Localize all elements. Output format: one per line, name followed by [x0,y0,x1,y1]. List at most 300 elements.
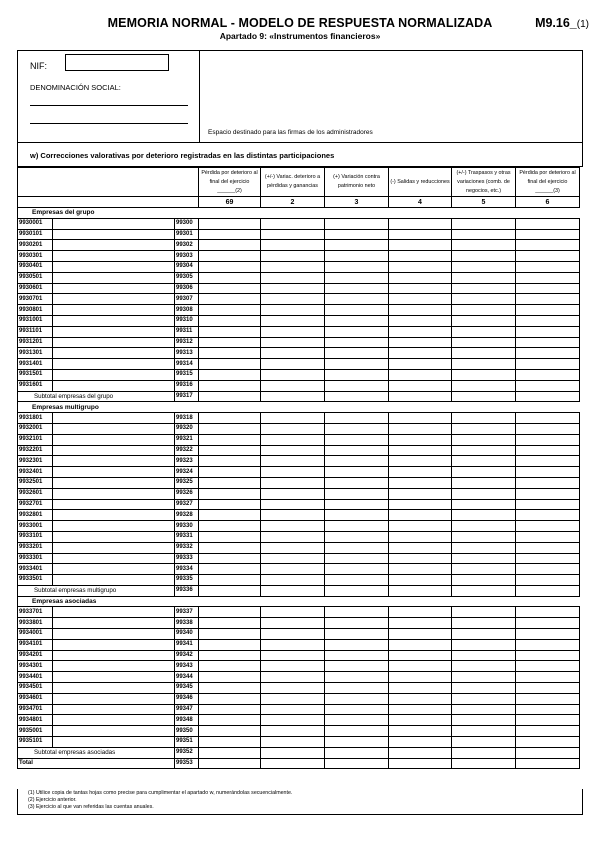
row-input-col-4[interactable] [389,251,452,262]
row-input-col-1[interactable] [199,229,261,240]
row-input-col-4[interactable] [389,564,452,575]
row-input-col-3[interactable] [325,726,389,737]
row-input-col-5[interactable] [452,283,516,294]
row-input-col-3[interactable] [325,305,389,316]
row-input-col-2[interactable] [261,369,325,380]
row-input-col-2[interactable] [261,542,325,553]
row-input-col-4[interactable] [389,423,452,434]
row-input-col-5[interactable] [452,726,516,737]
row-input-col-6[interactable] [516,704,580,715]
row-input-col-1[interactable] [199,283,261,294]
row-input-col-1[interactable] [199,715,261,726]
row-input-col-4[interactable] [389,380,452,391]
row-input-col-2[interactable] [261,326,325,337]
row-input-col-2[interactable] [261,531,325,542]
row-input-col-2[interactable] [261,510,325,521]
subtotal-input-col-5[interactable] [452,585,516,596]
row-company-name-field[interactable] [53,510,175,521]
row-input-col-6[interactable] [516,369,580,380]
row-input-col-3[interactable] [325,639,389,650]
row-input-col-2[interactable] [261,229,325,240]
row-input-col-6[interactable] [516,337,580,348]
total-input-col-2[interactable] [261,758,325,769]
row-input-col-1[interactable] [199,488,261,499]
row-input-col-1[interactable] [199,272,261,283]
row-input-col-6[interactable] [516,629,580,640]
row-input-col-6[interactable] [516,639,580,650]
row-company-name-field[interactable] [53,337,175,348]
row-input-col-1[interactable] [199,650,261,661]
row-input-col-6[interactable] [516,445,580,456]
row-input-col-6[interactable] [516,434,580,445]
row-input-col-1[interactable] [199,369,261,380]
row-input-col-5[interactable] [452,737,516,748]
row-input-col-1[interactable] [199,326,261,337]
row-input-col-4[interactable] [389,261,452,272]
row-input-col-3[interactable] [325,575,389,586]
row-input-col-4[interactable] [389,542,452,553]
row-input-col-1[interactable] [199,607,261,618]
row-input-col-6[interactable] [516,380,580,391]
row-input-col-4[interactable] [389,413,452,424]
row-input-col-6[interactable] [516,510,580,521]
row-input-col-2[interactable] [261,693,325,704]
row-input-col-1[interactable] [199,726,261,737]
row-company-name-field[interactable] [53,477,175,488]
row-input-col-3[interactable] [325,542,389,553]
row-input-col-2[interactable] [261,305,325,316]
row-input-col-4[interactable] [389,704,452,715]
row-input-col-2[interactable] [261,380,325,391]
row-input-col-3[interactable] [325,477,389,488]
row-input-col-3[interactable] [325,618,389,629]
row-input-col-4[interactable] [389,326,452,337]
subtotal-input-col-6[interactable] [516,585,580,596]
row-input-col-5[interactable] [452,326,516,337]
row-input-col-2[interactable] [261,477,325,488]
row-company-name-field[interactable] [53,294,175,305]
row-input-col-5[interactable] [452,575,516,586]
row-input-col-2[interactable] [261,553,325,564]
row-input-col-3[interactable] [325,348,389,359]
row-input-col-6[interactable] [516,650,580,661]
row-input-col-3[interactable] [325,650,389,661]
row-input-col-6[interactable] [516,326,580,337]
row-input-col-4[interactable] [389,315,452,326]
subtotal-input-col-5[interactable] [452,391,516,402]
row-input-col-1[interactable] [199,737,261,748]
row-input-col-3[interactable] [325,672,389,683]
subtotal-input-col-1[interactable] [199,747,261,758]
row-input-col-6[interactable] [516,315,580,326]
row-input-col-2[interactable] [261,240,325,251]
row-input-col-3[interactable] [325,337,389,348]
row-input-col-6[interactable] [516,531,580,542]
row-input-col-5[interactable] [452,456,516,467]
row-input-col-3[interactable] [325,434,389,445]
row-input-col-3[interactable] [325,380,389,391]
row-company-name-field[interactable] [53,380,175,391]
row-input-col-4[interactable] [389,521,452,532]
row-input-col-4[interactable] [389,575,452,586]
row-input-col-5[interactable] [452,693,516,704]
row-input-col-1[interactable] [199,683,261,694]
row-input-col-5[interactable] [452,521,516,532]
row-company-name-field[interactable] [53,553,175,564]
row-input-col-4[interactable] [389,661,452,672]
row-input-col-5[interactable] [452,380,516,391]
row-input-col-2[interactable] [261,434,325,445]
row-input-col-6[interactable] [516,456,580,467]
subtotal-input-col-5[interactable] [452,747,516,758]
row-input-col-4[interactable] [389,294,452,305]
row-input-col-1[interactable] [199,467,261,478]
row-company-name-field[interactable] [53,261,175,272]
row-input-col-6[interactable] [516,553,580,564]
row-input-col-6[interactable] [516,240,580,251]
row-input-col-5[interactable] [452,629,516,640]
row-input-col-1[interactable] [199,240,261,251]
row-input-col-5[interactable] [452,499,516,510]
row-input-col-1[interactable] [199,261,261,272]
row-input-col-5[interactable] [452,639,516,650]
row-input-col-1[interactable] [199,510,261,521]
row-input-col-6[interactable] [516,575,580,586]
row-input-col-5[interactable] [452,434,516,445]
row-input-col-1[interactable] [199,337,261,348]
row-input-col-4[interactable] [389,683,452,694]
total-input-col-3[interactable] [325,758,389,769]
row-input-col-6[interactable] [516,348,580,359]
row-input-col-1[interactable] [199,575,261,586]
row-input-col-5[interactable] [452,510,516,521]
denominacion-line-2[interactable] [30,123,188,124]
row-input-col-2[interactable] [261,683,325,694]
subtotal-input-col-3[interactable] [325,747,389,758]
row-input-col-5[interactable] [452,305,516,316]
row-input-col-3[interactable] [325,499,389,510]
row-input-col-6[interactable] [516,607,580,618]
row-input-col-4[interactable] [389,434,452,445]
row-input-col-3[interactable] [325,261,389,272]
row-input-col-3[interactable] [325,272,389,283]
subtotal-input-col-4[interactable] [389,747,452,758]
row-company-name-field[interactable] [53,531,175,542]
row-input-col-3[interactable] [325,229,389,240]
row-input-col-6[interactable] [516,229,580,240]
row-input-col-1[interactable] [199,445,261,456]
row-input-col-3[interactable] [325,251,389,262]
row-company-name-field[interactable] [53,456,175,467]
row-input-col-5[interactable] [452,488,516,499]
row-input-col-4[interactable] [389,456,452,467]
row-company-name-field[interactable] [53,240,175,251]
row-input-col-6[interactable] [516,661,580,672]
row-company-name-field[interactable] [53,650,175,661]
subtotal-input-col-3[interactable] [325,585,389,596]
row-input-col-2[interactable] [261,467,325,478]
row-input-col-2[interactable] [261,726,325,737]
row-input-col-1[interactable] [199,618,261,629]
row-input-col-6[interactable] [516,477,580,488]
row-input-col-5[interactable] [452,607,516,618]
row-input-col-1[interactable] [199,531,261,542]
row-input-col-3[interactable] [325,413,389,424]
row-input-col-5[interactable] [452,477,516,488]
row-input-col-4[interactable] [389,348,452,359]
row-input-col-5[interactable] [452,229,516,240]
row-input-col-1[interactable] [199,629,261,640]
row-company-name-field[interactable] [53,305,175,316]
row-input-col-2[interactable] [261,499,325,510]
row-input-col-5[interactable] [452,553,516,564]
row-company-name-field[interactable] [53,359,175,370]
row-company-name-field[interactable] [53,488,175,499]
row-input-col-5[interactable] [452,467,516,478]
row-input-col-4[interactable] [389,553,452,564]
row-input-col-5[interactable] [452,251,516,262]
row-company-name-field[interactable] [53,704,175,715]
row-input-col-6[interactable] [516,521,580,532]
row-company-name-field[interactable] [53,629,175,640]
row-input-col-2[interactable] [261,348,325,359]
subtotal-input-col-2[interactable] [261,585,325,596]
row-company-name-field[interactable] [53,315,175,326]
row-input-col-6[interactable] [516,726,580,737]
subtotal-input-col-4[interactable] [389,391,452,402]
row-input-col-2[interactable] [261,639,325,650]
row-input-col-1[interactable] [199,218,261,229]
row-input-col-6[interactable] [516,672,580,683]
row-input-col-5[interactable] [452,294,516,305]
row-input-col-5[interactable] [452,704,516,715]
row-input-col-4[interactable] [389,229,452,240]
row-input-col-3[interactable] [325,369,389,380]
row-input-col-5[interactable] [452,661,516,672]
row-company-name-field[interactable] [53,726,175,737]
row-input-col-5[interactable] [452,650,516,661]
row-input-col-1[interactable] [199,413,261,424]
row-input-col-4[interactable] [389,488,452,499]
row-input-col-6[interactable] [516,693,580,704]
subtotal-input-col-4[interactable] [389,585,452,596]
subtotal-input-col-1[interactable] [199,585,261,596]
row-company-name-field[interactable] [53,618,175,629]
row-input-col-1[interactable] [199,380,261,391]
row-input-col-4[interactable] [389,218,452,229]
row-input-col-2[interactable] [261,607,325,618]
row-company-name-field[interactable] [53,737,175,748]
row-input-col-1[interactable] [199,521,261,532]
row-input-col-3[interactable] [325,521,389,532]
row-input-col-3[interactable] [325,467,389,478]
row-input-col-2[interactable] [261,618,325,629]
row-company-name-field[interactable] [53,661,175,672]
row-input-col-6[interactable] [516,283,580,294]
row-input-col-4[interactable] [389,337,452,348]
row-input-col-1[interactable] [199,704,261,715]
row-input-col-4[interactable] [389,272,452,283]
row-input-col-5[interactable] [452,218,516,229]
row-input-col-6[interactable] [516,218,580,229]
row-input-col-5[interactable] [452,369,516,380]
row-input-col-1[interactable] [199,477,261,488]
row-input-col-1[interactable] [199,542,261,553]
row-company-name-field[interactable] [53,218,175,229]
row-input-col-1[interactable] [199,305,261,316]
row-input-col-4[interactable] [389,531,452,542]
row-input-col-6[interactable] [516,467,580,478]
row-input-col-5[interactable] [452,672,516,683]
row-input-col-1[interactable] [199,348,261,359]
row-input-col-2[interactable] [261,359,325,370]
row-input-col-6[interactable] [516,488,580,499]
row-input-col-2[interactable] [261,413,325,424]
total-input-col-6[interactable] [516,758,580,769]
row-input-col-1[interactable] [199,693,261,704]
row-input-col-1[interactable] [199,661,261,672]
row-input-col-5[interactable] [452,715,516,726]
row-input-col-4[interactable] [389,629,452,640]
row-input-col-4[interactable] [389,499,452,510]
row-input-col-5[interactable] [452,531,516,542]
row-input-col-2[interactable] [261,261,325,272]
row-company-name-field[interactable] [53,283,175,294]
row-input-col-3[interactable] [325,488,389,499]
row-input-col-2[interactable] [261,251,325,262]
row-input-col-3[interactable] [325,564,389,575]
row-input-col-1[interactable] [199,315,261,326]
nif-field[interactable] [65,54,169,71]
row-input-col-3[interactable] [325,531,389,542]
row-company-name-field[interactable] [53,672,175,683]
row-input-col-5[interactable] [452,683,516,694]
row-company-name-field[interactable] [53,348,175,359]
row-input-col-2[interactable] [261,521,325,532]
row-input-col-6[interactable] [516,564,580,575]
row-company-name-field[interactable] [53,639,175,650]
subtotal-input-col-2[interactable] [261,747,325,758]
row-input-col-4[interactable] [389,715,452,726]
row-input-col-3[interactable] [325,510,389,521]
row-input-col-2[interactable] [261,315,325,326]
row-input-col-3[interactable] [325,359,389,370]
row-input-col-1[interactable] [199,564,261,575]
row-input-col-6[interactable] [516,272,580,283]
row-input-col-6[interactable] [516,737,580,748]
row-input-col-2[interactable] [261,488,325,499]
row-input-col-4[interactable] [389,467,452,478]
row-input-col-2[interactable] [261,704,325,715]
row-input-col-4[interactable] [389,445,452,456]
row-input-col-1[interactable] [199,294,261,305]
row-company-name-field[interactable] [53,423,175,434]
row-input-col-5[interactable] [452,359,516,370]
total-input-col-5[interactable] [452,758,516,769]
row-input-col-4[interactable] [389,477,452,488]
row-input-col-3[interactable] [325,240,389,251]
row-input-col-3[interactable] [325,737,389,748]
row-input-col-4[interactable] [389,693,452,704]
row-input-col-4[interactable] [389,737,452,748]
row-input-col-5[interactable] [452,261,516,272]
row-company-name-field[interactable] [53,434,175,445]
row-input-col-5[interactable] [452,542,516,553]
row-input-col-6[interactable] [516,618,580,629]
row-input-col-4[interactable] [389,607,452,618]
row-input-col-3[interactable] [325,218,389,229]
row-company-name-field[interactable] [53,251,175,262]
row-input-col-3[interactable] [325,456,389,467]
row-input-col-1[interactable] [199,499,261,510]
row-input-col-3[interactable] [325,661,389,672]
row-input-col-5[interactable] [452,348,516,359]
row-input-col-2[interactable] [261,272,325,283]
row-input-col-5[interactable] [452,413,516,424]
row-input-col-6[interactable] [516,499,580,510]
row-company-name-field[interactable] [53,369,175,380]
row-input-col-4[interactable] [389,618,452,629]
row-input-col-2[interactable] [261,715,325,726]
row-input-col-2[interactable] [261,661,325,672]
subtotal-input-col-6[interactable] [516,747,580,758]
row-input-col-6[interactable] [516,413,580,424]
row-input-col-4[interactable] [389,240,452,251]
row-input-col-4[interactable] [389,639,452,650]
row-company-name-field[interactable] [53,521,175,532]
row-input-col-5[interactable] [452,240,516,251]
row-input-col-2[interactable] [261,564,325,575]
row-input-col-5[interactable] [452,423,516,434]
row-input-col-3[interactable] [325,445,389,456]
row-input-col-2[interactable] [261,672,325,683]
row-input-col-3[interactable] [325,704,389,715]
row-company-name-field[interactable] [53,683,175,694]
row-company-name-field[interactable] [53,229,175,240]
subtotal-input-col-2[interactable] [261,391,325,402]
row-input-col-5[interactable] [452,618,516,629]
row-input-col-6[interactable] [516,542,580,553]
row-input-col-2[interactable] [261,294,325,305]
row-input-col-6[interactable] [516,359,580,370]
row-company-name-field[interactable] [53,715,175,726]
row-input-col-2[interactable] [261,456,325,467]
row-input-col-3[interactable] [325,693,389,704]
row-input-col-3[interactable] [325,629,389,640]
row-input-col-5[interactable] [452,337,516,348]
row-input-col-2[interactable] [261,283,325,294]
total-input-col-4[interactable] [389,758,452,769]
row-input-col-1[interactable] [199,434,261,445]
row-input-col-6[interactable] [516,683,580,694]
row-input-col-2[interactable] [261,423,325,434]
row-input-col-1[interactable] [199,423,261,434]
subtotal-input-col-3[interactable] [325,391,389,402]
row-input-col-2[interactable] [261,737,325,748]
row-input-col-6[interactable] [516,305,580,316]
row-input-col-4[interactable] [389,369,452,380]
row-input-col-1[interactable] [199,359,261,370]
row-input-col-5[interactable] [452,564,516,575]
total-input-col-1[interactable] [199,758,261,769]
row-company-name-field[interactable] [53,499,175,510]
row-input-col-4[interactable] [389,359,452,370]
row-input-col-2[interactable] [261,445,325,456]
row-input-col-3[interactable] [325,683,389,694]
row-input-col-5[interactable] [452,272,516,283]
row-input-col-4[interactable] [389,510,452,521]
row-input-col-3[interactable] [325,715,389,726]
